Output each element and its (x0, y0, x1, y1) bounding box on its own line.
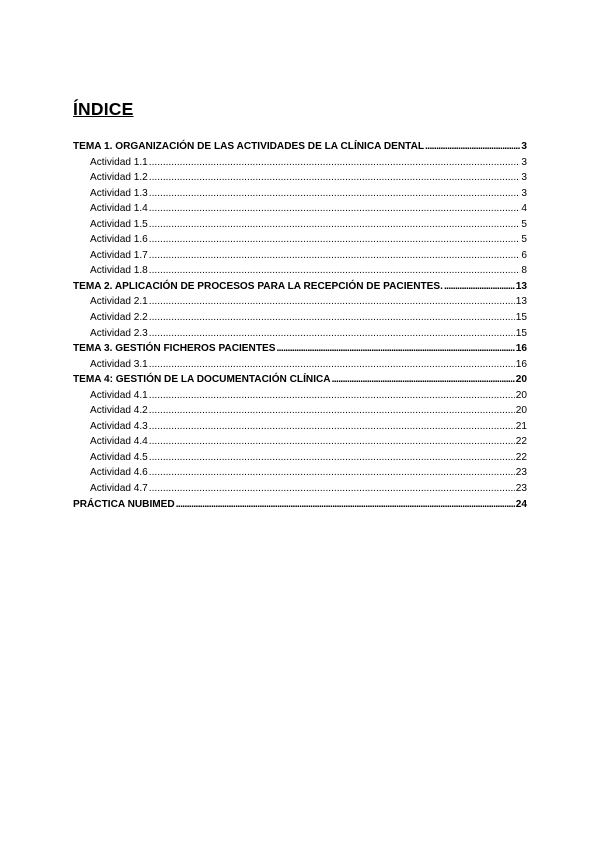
toc-activity-entry[interactable] (73, 403, 527, 419)
toc-activity-entry[interactable] (73, 450, 527, 466)
toc-dot-leader (149, 310, 515, 326)
toc-page-number: 20 (515, 389, 527, 401)
toc-page-number: 3 (521, 141, 527, 152)
toc-entry-title: Actividad 4.2 (90, 405, 148, 417)
toc-entry-title: Actividad 1.6 (90, 234, 148, 246)
toc-activity-entry[interactable] (73, 310, 527, 326)
toc-dot-leader (149, 217, 521, 233)
toc-entry-title: Actividad 4.1 (90, 389, 148, 401)
toc-page-number: 4 (521, 203, 527, 215)
toc-activity-entry[interactable] (73, 155, 527, 171)
toc-chapter-entry[interactable] (73, 372, 527, 388)
toc-page-number: 6 (521, 249, 527, 261)
toc-page-number: 3 (521, 172, 527, 184)
table-of-contents (73, 139, 527, 512)
toc-entry-title: Actividad 2.2 (90, 312, 148, 324)
toc-entry-title: Actividad 1.3 (90, 187, 148, 199)
toc-page-number: 3 (521, 187, 527, 199)
toc-entry-title: Actividad 4.3 (90, 420, 148, 432)
index-title: ÍNDICE (73, 99, 134, 119)
toc-activity-entry[interactable] (73, 186, 527, 202)
toc-entry-title: TEMA 3. GESTIÓN FICHEROS PACIENTES (73, 343, 276, 355)
toc-dot-leader (332, 372, 515, 388)
toc-page-number: 15 (515, 327, 527, 339)
toc-entry-title: Actividad 1.8 (90, 265, 148, 277)
toc-page-number: 20 (515, 374, 527, 386)
toc-page-number: 22 (515, 451, 527, 463)
toc-entry-title: Actividad 1.7 (90, 249, 148, 261)
toc-dot-leader (149, 232, 521, 248)
toc-dot-leader (149, 388, 515, 404)
toc-activity-entry[interactable] (73, 388, 527, 404)
toc-entry-title: Actividad 3.1 (90, 358, 148, 370)
toc-dot-leader (149, 419, 515, 435)
toc-page-number: 22 (515, 436, 527, 448)
toc-page-number: 13 (515, 280, 527, 292)
toc-activity-entry[interactable] (73, 465, 527, 481)
toc-activity-entry[interactable] (73, 263, 527, 279)
toc-dot-leader (425, 139, 520, 155)
toc-entry-title: Actividad 4.4 (90, 436, 148, 448)
toc-chapter-entry[interactable] (73, 279, 527, 295)
toc-dot-leader (149, 450, 515, 466)
toc-activity-entry[interactable] (73, 232, 527, 248)
toc-dot-leader (276, 341, 514, 357)
toc-chapter-entry[interactable] (73, 139, 527, 155)
toc-page-number: 8 (521, 265, 527, 277)
toc-page-number: 24 (515, 498, 527, 510)
toc-activity-entry[interactable] (73, 357, 527, 373)
toc-entry-title: Actividad 2.3 (90, 327, 148, 339)
toc-dot-leader (149, 403, 515, 419)
toc-page-number: 23 (515, 467, 527, 479)
toc-page-number: 13 (515, 296, 527, 308)
toc-activity-entry[interactable] (73, 201, 527, 217)
toc-activity-entry[interactable] (73, 326, 527, 342)
toc-page-number: 21 (515, 420, 527, 432)
toc-entry-title: TEMA 1. ORGANIZACIÓN DE LAS ACTIVIDADES DE LA CLÍNICA DENTAL (73, 141, 425, 152)
toc-entry-title: TEMA 4: GESTIÓN DE LA DOCUMENTACIÓN CLÍNICA (73, 374, 331, 386)
toc-entry-title: Actividad 4.5 (90, 451, 148, 463)
toc-entry-title: Actividad 1.2 (90, 172, 148, 184)
toc-page-number: 16 (515, 343, 527, 355)
toc-entry-title: Actividad 4.7 (90, 483, 148, 495)
toc-dot-leader (149, 465, 515, 481)
toc-dot-leader (149, 201, 521, 217)
toc-entry-title: Actividad 2.1 (90, 296, 148, 308)
toc-page-number: 16 (515, 358, 527, 370)
toc-activity-entry[interactable] (73, 170, 527, 186)
toc-dot-leader (149, 248, 521, 264)
toc-page-number: 3 (521, 156, 527, 168)
toc-page-number: 23 (515, 483, 527, 495)
toc-dot-leader (149, 170, 521, 186)
toc-activity-entry[interactable] (73, 217, 527, 233)
toc-entry-title: Actividad 1.5 (90, 218, 148, 230)
toc-dot-leader (149, 434, 515, 450)
toc-dot-leader (149, 326, 515, 342)
toc-activity-entry[interactable] (73, 434, 527, 450)
toc-dot-leader (149, 263, 521, 279)
toc-activity-entry[interactable] (73, 481, 527, 497)
toc-dot-leader (149, 481, 515, 497)
toc-page-number: 20 (515, 405, 527, 417)
toc-entry-title: Actividad 1.1 (90, 156, 148, 168)
toc-dot-leader (149, 155, 521, 171)
toc-activity-entry[interactable] (73, 294, 527, 310)
toc-dot-leader (149, 186, 521, 202)
toc-entry-title: PRÁCTICA NUBIMED (73, 498, 175, 510)
toc-dot-leader (444, 279, 515, 295)
toc-page-number: 15 (515, 312, 527, 324)
toc-page-number: 5 (521, 234, 527, 246)
toc-dot-leader (149, 357, 515, 373)
toc-entry-title: Actividad 4.6 (90, 467, 148, 479)
toc-chapter-entry[interactable] (73, 341, 527, 357)
toc-dot-leader (176, 497, 515, 513)
toc-entry-title: TEMA 2. APLICACIÓN DE PROCESOS PARA LA RECEPCIÓN DE PACIENTES. (73, 280, 443, 292)
toc-activity-entry[interactable] (73, 248, 527, 264)
toc-chapter-entry[interactable] (73, 497, 527, 513)
toc-page-number: 5 (521, 218, 527, 230)
toc-entry-title: Actividad 1.4 (90, 203, 148, 215)
toc-dot-leader (149, 294, 515, 310)
toc-activity-entry[interactable] (73, 419, 527, 435)
